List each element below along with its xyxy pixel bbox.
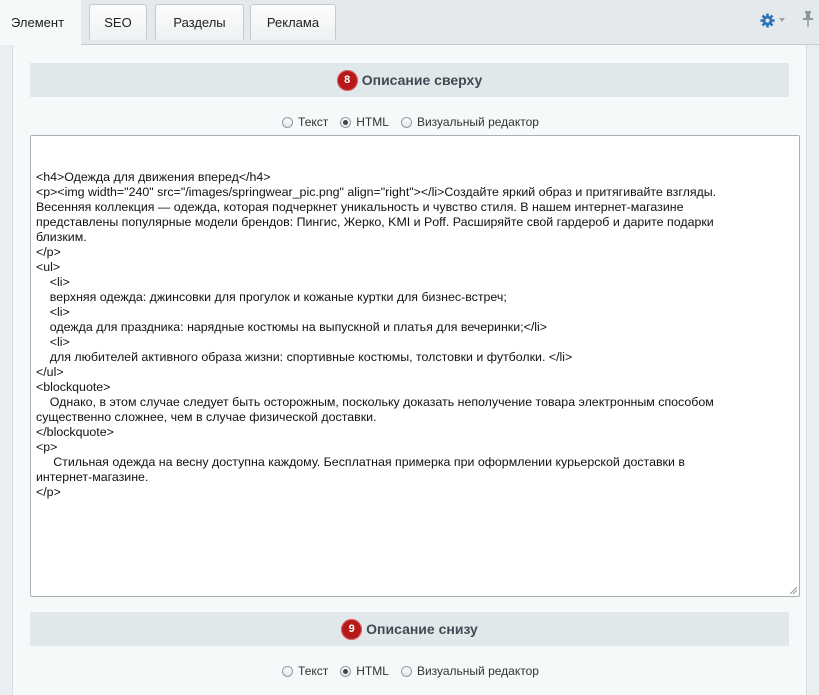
tab-sections[interactable]: Разделы <box>155 4 244 40</box>
field-number-badge: 8 <box>337 70 358 91</box>
resize-handle-icon[interactable] <box>789 586 797 594</box>
radio-label: HTML <box>356 664 389 678</box>
tab-element[interactable]: Элемент <box>0 0 81 45</box>
radio-button[interactable] <box>340 117 351 128</box>
radio-label: Текст <box>298 115 329 129</box>
html-editor-textarea[interactable] <box>30 135 800 597</box>
radio-button[interactable] <box>401 666 412 677</box>
radio-button[interactable] <box>282 117 293 128</box>
section-title: Описание сверху <box>361 72 483 88</box>
mode-option-visual[interactable] <box>401 115 539 129</box>
gear-icon <box>760 13 775 28</box>
content-panel <box>12 45 807 695</box>
mode-option-text[interactable] <box>282 664 328 678</box>
radio-label: Текст <box>298 664 329 678</box>
radio-button[interactable] <box>340 666 351 677</box>
chevron-down-icon <box>779 18 785 22</box>
settings-button[interactable] <box>760 11 790 29</box>
tabs-bar <box>0 0 819 45</box>
mode-option-html[interactable] <box>340 664 389 678</box>
radio-button[interactable] <box>282 666 293 677</box>
section-title: Описание снизу <box>366 621 478 637</box>
mode-option-text[interactable] <box>282 115 328 129</box>
mode-option-visual[interactable] <box>401 664 539 678</box>
pin-icon[interactable] <box>802 11 814 27</box>
editor-content: <h4>Одежда для движения вперед</h4> <p><img width="240" src="/images/springwear_pic.png" align="right"></li>Создайте яркий образ и притягивайте взгляды. Весенняя коллекция — одежда, которая подчеркнет уникальность и чувство стиля. В нашем интернет-магазине представлены популярные модели брендов: Пингис, Жерко, KMI и Poff. Расширяйте свой гардероб и дарите подарки близким. </p> <ul> <li> верхняя одежда: джинсовки для прогулок и кожаные куртки для бизнес-встреч; <li> одежда для праздника: нарядные костюмы на выпускной и платья для вечеринки;</li> <li> для любителей активного образа жизни: спортивные костюмы, толстовки и футболки. </li> </ul> <blockquote> Однако, в этом случае следует быть осторожным, поскольку доказать неполучение товара электронным способом существенно сложнее, чем в случае физической доставки. </blockquote> <p> Стильная одежда на весну доступна каждому. Бесплатная примерка при оформлении курьерской доставки в интернет-магазине. </p> <box>36 170 717 499</box>
radio-button[interactable] <box>401 117 412 128</box>
radio-label: Визуальный редактор <box>416 664 539 678</box>
tab-seo[interactable]: SEO <box>89 4 147 40</box>
radio-label: Визуальный редактор <box>416 115 539 129</box>
editor-mode-selector-bottom <box>13 663 808 679</box>
mode-option-html[interactable] <box>340 115 389 129</box>
field-number-badge: 9 <box>341 619 362 640</box>
editor-mode-selector-top <box>13 114 808 130</box>
section-header-top <box>30 63 789 97</box>
radio-label: HTML <box>356 115 389 129</box>
tab-ads[interactable]: Реклама <box>250 4 336 40</box>
section-header-bottom <box>30 612 789 646</box>
